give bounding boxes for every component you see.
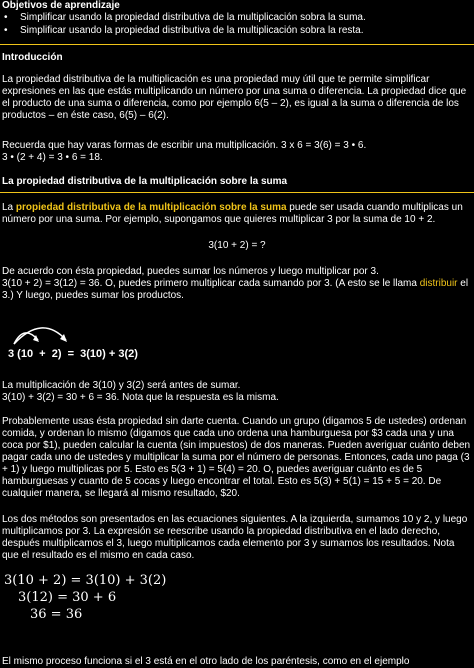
diagram-equation: 3 (10 + 2) = 3(10) + 3(2): [8, 348, 138, 360]
section2-paragraph-5: Los dos métodos son presentados en las ecuaciones siguientes. A la izquierda, sumamos 10 y 2, y luego multiplicamos por 3. La expresión se reescribe usando la propiedad distributiva en el lado derecho, después multiplicamos el 3, luego multiplicamos cada elemento por 3 y sumamos los resultados. Nota que el resultado es el mismo en cada caso.: [2, 514, 468, 561]
intro-line: Recuerda que hay varas formas de escribir una multiplicación. 3 x 6 = 3(6) = 3 • 6.: [2, 140, 367, 151]
highlight-term: propiedad distributiva de la multiplicación sobre la suma: [15, 202, 287, 213]
equation-line: 3(12) = 30 + 6: [18, 590, 117, 605]
intro-paragraph-1: La propiedad distributiva de la multiplicación es una propiedad muy útil que te permite simplificar expresiones en las que estás multiplicando un número por una suma o diferencia. La propiedad dice que el producto de una suma o diferencia, como por ejemplo 6(5 – 2), es igual a la suma o diferencia de los productos – en éste caso, 6(5) – 6(2).: [2, 74, 467, 121]
equation-line: 3(10 + 2) = 3(10) + 3(2): [4, 573, 167, 588]
intro-heading: Introducción: [2, 52, 63, 63]
section-divider: [0, 192, 474, 193]
example-equation: 3(10 + 2) = ?: [208, 240, 266, 251]
section2-paragraph-6: El mismo proceso funciona si el 3 está en el otro lado de los paréntesis, como en el ejemplo: [2, 656, 410, 667]
equation-line: 36 = 36: [30, 607, 83, 622]
section2-paragraph-4: Probablemente usas ésta propiedad sin darte cuenta. Cuando un grupo (digamos 5 de ustedes) ordenan comida, y ordenan lo mismo (digamos que cada uno ordena una hamburguesa por $3 cada una y una coca por $1), pueden calcular la cuenta (sin impuestos) de dos maneras. Pueden averiguar cuánto deben pagar cada uno de ustedes y multiplicar la suma por el número de personas. Entonces, cada uno paga (3 + 1) y luego multiplicas por 5. Esto es 5(3 + 1) = 5(4) = 20. O, puedes averiguar cuánto es de 5 hamburguesas y cuanto de 5 cocas y luego encontrar el total. Esto es 5(3) + 5(1) = 15 + 5 = 20. De cualquier manera, se llegará al mismo resultado, $20.: [2, 416, 471, 499]
section2-paragraph-1: La propiedad distributiva de la multiplicación sobre la suma puede ser usada cuando multiplicas un número por una suma. Por ejemplo, supongamos que quieres multiplicar 3 por la suma de 10 + 2.: [2, 202, 463, 225]
objectives-heading: Objetivos de aprendizaje: [2, 0, 120, 11]
section2-paragraph-2: De acuerdo con ésta propiedad, puedes sumar los números y luego multiplicar por 3. 3(10 + 2) = 3(12) = 36. O, puedes primero multiplicar cada sumando por 3. (A esto se le llama distribuir el 3.) Y luego, puedes sumar los productos.: [2, 266, 469, 301]
objective-text: Simplificar usando la propiedad distributiva de la multiplicación sobra la suma.: [20, 12, 366, 23]
intro-paragraph-2: [2, 140, 472, 164]
distribution-arrows-icon: [4, 318, 124, 352]
intro-line: 3 • (2 + 4) = 3 • 6 = 18.: [2, 152, 103, 163]
section-divider: [0, 44, 474, 45]
list-item: [0, 25, 474, 38]
list-item: [0, 12, 474, 25]
bullet-icon: •: [4, 25, 8, 36]
section2-heading: La propiedad distributiva de la multiplicación sobre la suma: [2, 176, 288, 187]
distribution-diagram: [4, 318, 184, 368]
objective-text: Simplificar usando la propiedad distributiva de la multiplicación sobra la resta.: [20, 25, 364, 36]
highlight-term: distribuir: [419, 278, 458, 289]
equation-block: [4, 572, 204, 623]
bullet-icon: •: [4, 12, 8, 23]
section2-paragraph-3: La multiplicación de 3(10) y 3(2) será antes de sumar. 3(10) + 3(2) = 30 + 6 = 36. Nota que la respuesta es la misma.: [2, 380, 279, 403]
objectives-list: [0, 12, 474, 38]
